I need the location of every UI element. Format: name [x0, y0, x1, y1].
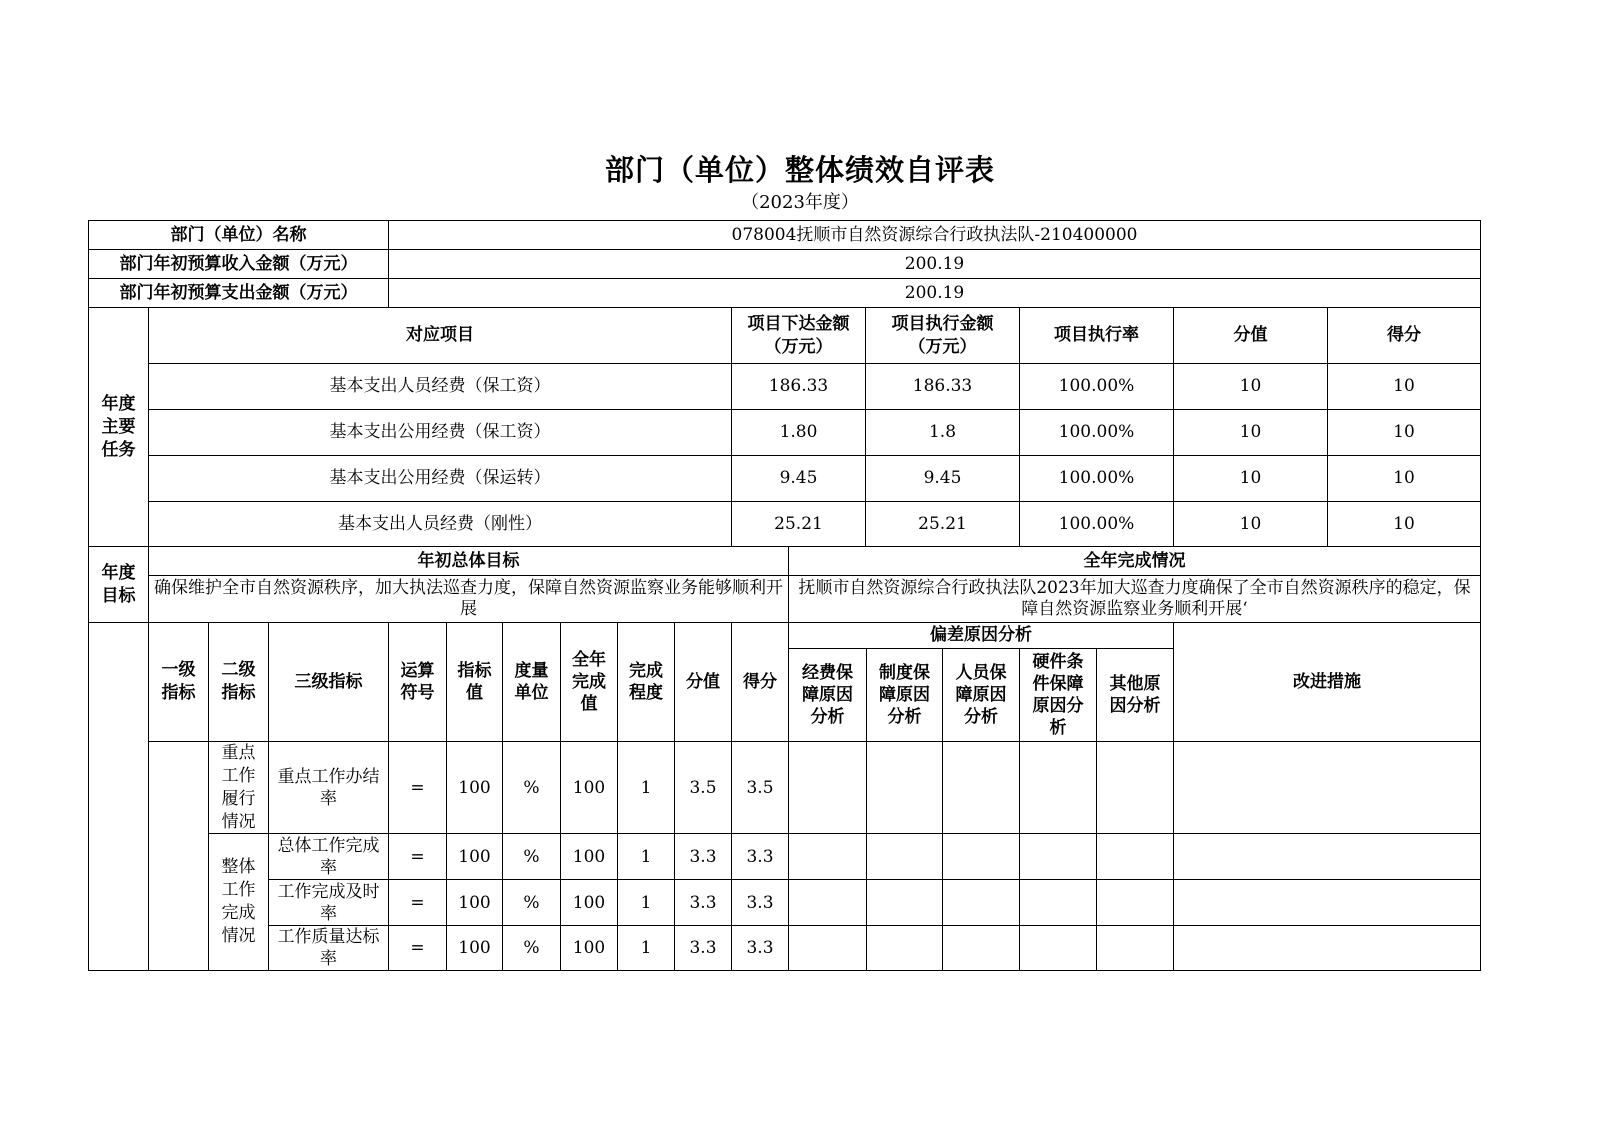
- task-row-score_value-text: 10: [1239, 376, 1262, 396]
- ind-header-degree-text: 完成 程度: [629, 661, 663, 703]
- ind-row-unit: [502, 741, 561, 834]
- task-row-score-text: 10: [1393, 513, 1415, 534]
- task-row-rate-text: 100.00%: [1058, 468, 1135, 488]
- ind-row-target: [446, 925, 503, 971]
- task-row-issued-text: 25.21: [774, 513, 823, 534]
- task-row-rate: [1019, 501, 1174, 547]
- task-row-score: [1327, 363, 1481, 410]
- task-row-score-text: 10: [1393, 422, 1415, 442]
- ind-row-degree-text: 1: [640, 892, 652, 913]
- ind-row-unit: [502, 879, 561, 926]
- ind-header-deviation: [788, 622, 1174, 649]
- ind-group-level2-text: 整体 工作 完成 情况: [221, 857, 256, 946]
- task-row-score-text: 10: [1393, 468, 1415, 488]
- tasks-header-score_value-text: 分值: [1233, 325, 1268, 345]
- tasks-header-issued-text: 项目下达金额 （万元）: [747, 313, 850, 357]
- tasks-header-rate: [1019, 307, 1174, 364]
- ind-header-dev_hardware: [1019, 648, 1097, 742]
- ind-row-empty-cell: [788, 741, 867, 834]
- dept-name-value-text: 078004抚顺市自然资源综合行政执法队-210400000: [731, 224, 1138, 245]
- ind-row-empty-cell: [788, 925, 867, 971]
- income-value: [388, 249, 1481, 279]
- ind-group-level2: [208, 741, 269, 834]
- goals-section-label: [88, 546, 149, 623]
- task-row-score_value: [1173, 409, 1328, 456]
- ind-row-degree-text: 1: [640, 846, 652, 867]
- task-row-project-text: 基本支出公用经费（保工资）: [329, 422, 551, 442]
- page-subtitle: （2023年度）: [741, 192, 859, 213]
- ind-header-degree: [617, 622, 675, 742]
- ind-row-level3-text: 工作质量达标率: [277, 927, 380, 969]
- task-row-executed: [865, 363, 1020, 410]
- task-row-executed: [865, 455, 1020, 502]
- task-row-rate: [1019, 455, 1174, 502]
- ind-row-score-text: 3.3: [746, 892, 774, 913]
- ind-row-empty-cell: [866, 833, 943, 880]
- ind-row-actual: [560, 879, 618, 926]
- ind-row-target: [446, 879, 503, 926]
- ind-row-operator-text: =: [410, 777, 425, 798]
- ind-header-dev_other-text: 其他原 因分析: [1109, 674, 1161, 716]
- dept-name-label-text: 部门（单位）名称: [170, 224, 307, 245]
- ind-row-actual: [560, 925, 618, 971]
- ind-row-unit: [502, 833, 561, 880]
- task-row-score_value-text: 10: [1239, 513, 1262, 534]
- goals-completion-header: [788, 546, 1481, 576]
- task-row-project-text: 基本支出人员经费（刚性）: [338, 513, 542, 534]
- indicator-level1-column: [88, 622, 149, 971]
- expense-label: [88, 278, 389, 308]
- ind-row-score_value: [674, 879, 732, 926]
- ind-row-actual: [560, 741, 618, 834]
- ind-header-level2-text: 二级 指标: [221, 660, 256, 703]
- ind-header-score: [731, 622, 789, 742]
- ind-header-dev_system-text: 制度保 障原因 分析: [879, 663, 930, 727]
- task-row-executed-text: 25.21: [918, 513, 967, 534]
- task-row-score_value-text: 10: [1239, 468, 1262, 488]
- ind-row-score: [731, 879, 789, 926]
- ind-row-actual-text: 100: [572, 892, 606, 913]
- task-row-issued: [731, 455, 866, 502]
- dept-name-label: [88, 220, 389, 250]
- ind-row-actual-text: 100: [572, 846, 606, 867]
- ind-row-level3: [268, 833, 389, 880]
- ind-header-operator: [388, 622, 447, 742]
- ind-header-dev_funding: [788, 648, 867, 742]
- ind-row-unit-text: %: [523, 777, 540, 798]
- ind-row-score_value: [674, 741, 732, 834]
- task-row-executed: [865, 409, 1020, 456]
- ind-row-level3: [268, 879, 389, 926]
- ind-row-target: [446, 833, 503, 880]
- ind-header-dev_other: [1096, 648, 1174, 742]
- ind-row-score: [731, 741, 789, 834]
- task-row-project: [148, 501, 732, 547]
- task-row-executed-text: 186.33: [912, 376, 973, 396]
- tasks-header-score-text: 得分: [1387, 325, 1421, 345]
- task-row-rate-text: 100.00%: [1058, 376, 1135, 396]
- ind-row-level3-text: 总体工作完成率: [277, 835, 380, 878]
- tasks-header-score_value: [1173, 307, 1328, 364]
- task-row-rate-text: 100.00%: [1058, 513, 1135, 534]
- goals-initial-text: [148, 575, 789, 623]
- ind-header-dev_hardware-text: 硬件条 件保障 原因分 析: [1032, 652, 1084, 738]
- ind-header-dev_personnel-text: 人员保 障原因 分析: [955, 663, 1007, 727]
- ind-group-level2: [208, 833, 269, 971]
- ind-header-level3: [268, 622, 389, 742]
- ind-level1-cell: [148, 741, 209, 971]
- tasks-header-project: [148, 307, 732, 364]
- ind-row-empty-cell: [1096, 833, 1174, 880]
- task-row-score_value: [1173, 455, 1328, 502]
- ind-header-score-text: 得分: [743, 672, 777, 692]
- ind-header-operator-text: 运算 符号: [400, 661, 435, 703]
- ind-row-empty-cell: [1173, 879, 1481, 926]
- ind-header-deviation-text: 偏差原因分析: [930, 625, 1032, 645]
- ind-row-empty-cell: [1019, 879, 1097, 926]
- task-row-project: [148, 363, 732, 410]
- expense-value: [388, 278, 1481, 308]
- task-row-rate: [1019, 409, 1174, 456]
- task-row-issued-text: 1.80: [779, 422, 818, 442]
- task-row-executed-text: 1.8: [928, 422, 957, 442]
- ind-row-score_value: [674, 925, 732, 971]
- tasks-header-score: [1327, 307, 1481, 364]
- ind-row-level3: [268, 741, 389, 834]
- ind-row-degree: [617, 879, 675, 926]
- ind-row-score_value-text: 3.3: [689, 892, 717, 913]
- ind-header-actual: [560, 622, 618, 742]
- ind-row-degree: [617, 741, 675, 834]
- task-row-issued: [731, 409, 866, 456]
- task-row-project-text: 基本支出公用经费（保运转）: [329, 468, 551, 488]
- task-row-score: [1327, 455, 1481, 502]
- ind-header-dev_funding-text: 经费保 障原因 分析: [802, 663, 853, 727]
- tasks-header-issued: [731, 307, 866, 364]
- ind-row-target: [446, 741, 503, 834]
- ind-header-level1-text: 一级 指标: [161, 660, 196, 703]
- ind-row-score: [731, 833, 789, 880]
- ind-row-score_value: [674, 833, 732, 880]
- ind-row-empty-cell: [1173, 833, 1481, 880]
- ind-row-empty-cell: [942, 925, 1020, 971]
- task-row-project-text: 基本支出人员经费（保工资）: [329, 376, 551, 396]
- ind-row-degree-text: 1: [640, 777, 652, 798]
- ind-row-degree-text: 1: [640, 938, 652, 958]
- expense-value-text: 200.19: [904, 282, 965, 303]
- goals-initial-header-text: 年初总体目标: [417, 550, 520, 571]
- ind-row-target-text: 100: [458, 846, 491, 867]
- tasks-section-label-text: 年度 主要 任务: [101, 393, 136, 460]
- task-row-score: [1327, 501, 1481, 547]
- ind-row-operator-text: =: [410, 938, 425, 958]
- ind-row-score-text: 3.3: [746, 938, 774, 958]
- ind-header-improvement-text: 改进措施: [1293, 671, 1361, 692]
- ind-row-level3-text: 重点工作办结率: [277, 766, 380, 809]
- goals-completion-text-text: 抚顺市自然资源综合行政执法队2023年加大巡查力度确保了全市自然资源秩序的稳定，保障自然资源监察业务顺利开展‘: [798, 578, 1471, 619]
- tasks-header-executed: [865, 307, 1020, 364]
- task-row-issued-text: 186.33: [768, 376, 829, 396]
- dept-name-value: [388, 220, 1481, 250]
- ind-header-level3-text: 三级指标: [294, 671, 363, 692]
- ind-header-dev_system: [866, 648, 943, 742]
- ind-row-score_value-text: 3.5: [689, 777, 717, 798]
- ind-row-operator: [388, 925, 447, 971]
- income-value-text: 200.19: [904, 253, 965, 274]
- ind-header-score_value-text: 分值: [686, 672, 720, 692]
- tasks-section-label: [88, 307, 149, 547]
- ind-row-degree: [617, 925, 675, 971]
- ind-header-unit-text: 度量 单位: [514, 661, 549, 703]
- ind-header-dev_personnel: [942, 648, 1020, 742]
- goals-section-label-text: 年度 目标: [101, 562, 136, 606]
- task-row-issued: [731, 363, 866, 410]
- ind-row-empty-cell: [788, 879, 867, 926]
- ind-row-empty-cell: [866, 741, 943, 834]
- ind-row-score_value-text: 3.3: [689, 938, 717, 958]
- goals-initial-header: [148, 546, 789, 576]
- ind-row-target-text: 100: [458, 938, 491, 958]
- task-row-rate-text: 100.00%: [1058, 422, 1135, 442]
- ind-row-unit-text: %: [523, 892, 540, 913]
- ind-header-target-text: 指标 值: [457, 661, 492, 703]
- goals-completion-text: [788, 575, 1481, 623]
- ind-row-empty-cell: [1096, 925, 1174, 971]
- ind-row-score_value-text: 3.3: [689, 846, 717, 867]
- income-label-text: 部门年初预算收入金额（万元）: [119, 253, 358, 274]
- ind-header-unit: [502, 622, 561, 742]
- ind-row-empty-cell: [788, 833, 867, 880]
- ind-row-actual-text: 100: [572, 938, 606, 958]
- ind-row-empty-cell: [1173, 925, 1481, 971]
- ind-row-operator-text: =: [410, 846, 425, 867]
- task-row-issued: [731, 501, 866, 547]
- ind-row-target-text: 100: [458, 777, 491, 798]
- ind-row-operator: [388, 833, 447, 880]
- ind-row-empty-cell: [942, 879, 1020, 926]
- task-row-executed: [865, 501, 1020, 547]
- ind-row-level3: [268, 925, 389, 971]
- ind-group-level2-text: 重点 工作 履行 情况: [221, 742, 256, 832]
- task-row-score-text: 10: [1393, 376, 1415, 396]
- expense-label-text: 部门年初预算支出金额（万元）: [119, 282, 358, 303]
- task-row-score_value: [1173, 501, 1328, 547]
- ind-row-empty-cell: [1019, 741, 1097, 834]
- ind-header-score_value: [674, 622, 732, 742]
- ind-row-operator: [388, 879, 447, 926]
- ind-row-empty-cell: [1019, 833, 1097, 880]
- page-title: 部门（单位）整体绩效自评表: [604, 153, 995, 187]
- ind-row-empty-cell: [942, 741, 1020, 834]
- ind-header-level2: [208, 622, 269, 742]
- ind-row-score-text: 3.3: [746, 846, 774, 867]
- ind-row-empty-cell: [1096, 879, 1174, 926]
- ind-row-empty-cell: [1173, 741, 1481, 834]
- ind-header-level1: [148, 622, 209, 742]
- goals-initial-text-text: 确保维护全市自然资源秩序，加大执法巡查力度，保障自然资源监察业务能够顺利开展: [154, 578, 783, 619]
- income-label: [88, 249, 389, 279]
- ind-row-empty-cell: [866, 925, 943, 971]
- task-row-issued-text: 9.45: [779, 468, 818, 488]
- ind-row-degree: [617, 833, 675, 880]
- ind-header-improvement: [1173, 622, 1481, 742]
- ind-row-empty-cell: [1019, 925, 1097, 971]
- ind-row-score-text: 3.5: [746, 777, 774, 798]
- task-row-project: [148, 455, 732, 502]
- tasks-header-rate-text: 项目执行率: [1054, 325, 1139, 345]
- ind-row-actual: [560, 833, 618, 880]
- ind-row-actual-text: 100: [572, 777, 606, 798]
- ind-row-target-text: 100: [458, 892, 491, 913]
- ind-row-operator-text: =: [410, 892, 425, 913]
- task-row-score_value-text: 10: [1239, 422, 1262, 442]
- ind-row-operator: [388, 741, 447, 834]
- ind-row-score: [731, 925, 789, 971]
- task-row-score: [1327, 409, 1481, 456]
- ind-row-level3-text: 工作完成及时率: [277, 881, 380, 924]
- ind-row-empty-cell: [942, 833, 1020, 880]
- ind-row-empty-cell: [1096, 741, 1174, 834]
- tasks-header-executed-text: 项目执行金额 （万元）: [891, 313, 994, 357]
- ind-row-empty-cell: [866, 879, 943, 926]
- ind-header-actual-text: 全年 完成 值: [572, 650, 606, 714]
- ind-row-unit: [502, 925, 561, 971]
- task-row-score_value: [1173, 363, 1328, 410]
- ind-row-unit-text: %: [523, 938, 540, 958]
- ind-header-target: [446, 622, 503, 742]
- task-row-project: [148, 409, 732, 456]
- task-row-rate: [1019, 363, 1174, 410]
- tasks-header-project-text: 对应项目: [406, 325, 474, 345]
- task-row-executed-text: 9.45: [923, 468, 962, 488]
- ind-row-unit-text: %: [523, 846, 540, 867]
- goals-completion-header-text: 全年完成情况: [1083, 550, 1186, 571]
